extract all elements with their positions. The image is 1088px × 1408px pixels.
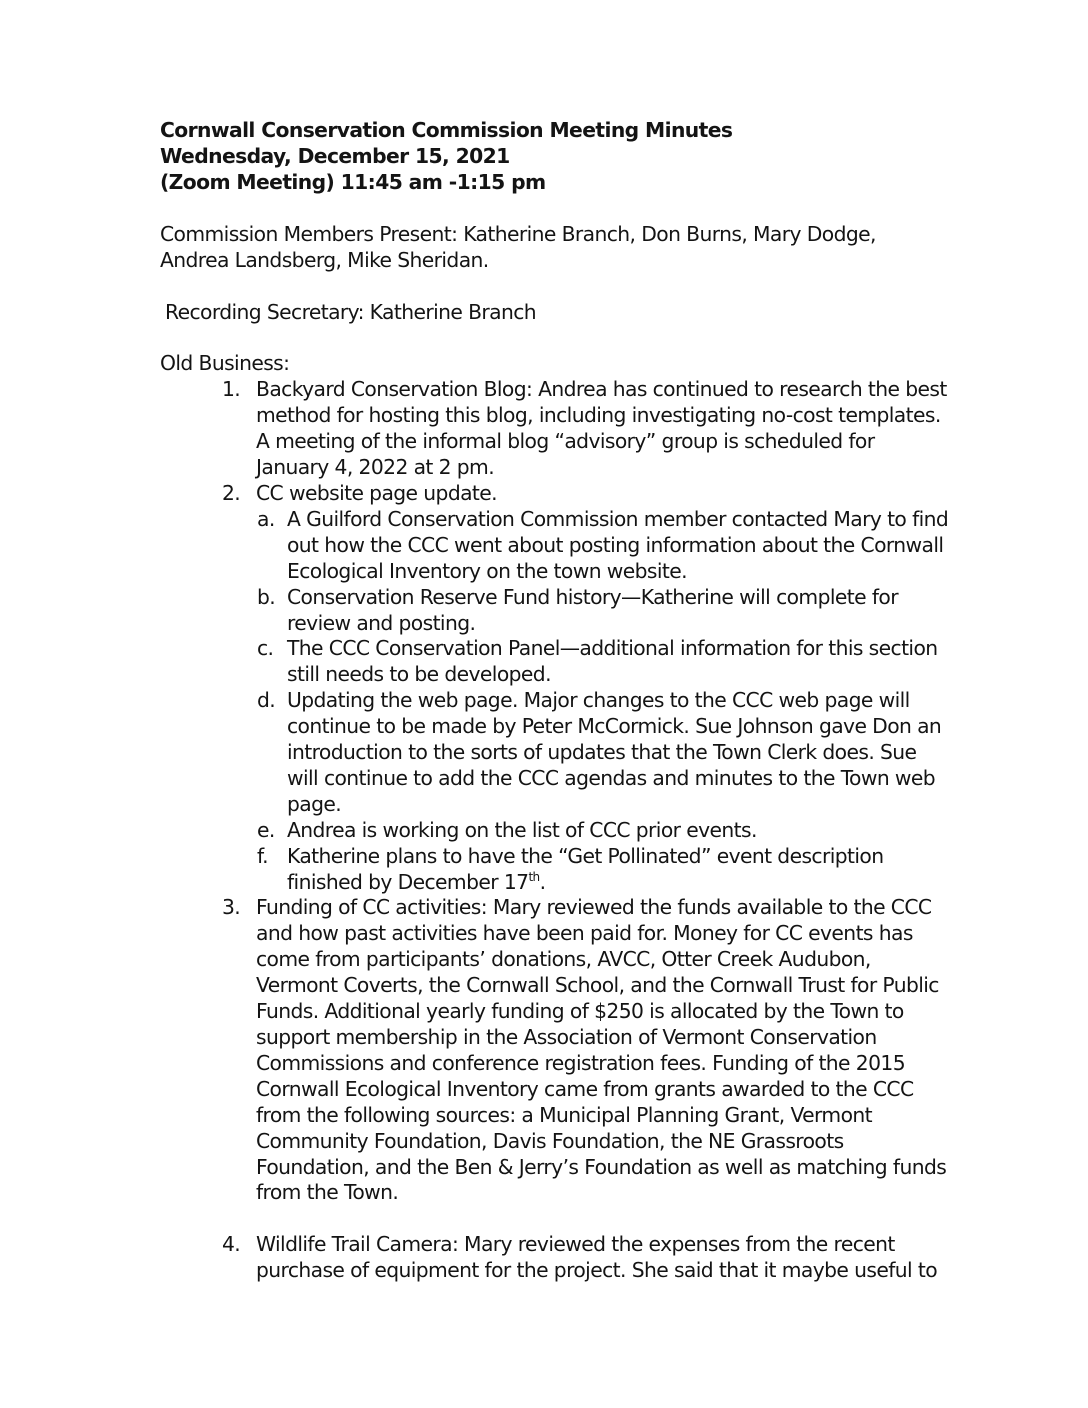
sub-letter: a. bbox=[257, 506, 275, 531]
sub-text: Andrea is working on the list of CCC prior events. bbox=[287, 817, 757, 842]
list-item bbox=[160, 481, 950, 896]
item-number: 4. bbox=[222, 1232, 241, 1257]
sub-letter: b. bbox=[257, 584, 276, 609]
sublist-item bbox=[256, 585, 950, 637]
website-sublist bbox=[256, 507, 950, 896]
sub-letter: f. bbox=[257, 843, 268, 868]
meeting-date: Wednesday, December 15, 2021 bbox=[160, 143, 510, 168]
item-number: 1. bbox=[222, 377, 241, 402]
item-text: Backyard Conservation Blog: Andrea has continued to research the best method for hosting this blog, including investigating no-cost templates. A meeting of the informal blog “advisory” group is scheduled for January 4, 2022 at 2 pm. bbox=[256, 377, 947, 480]
recording-secretary: Recording Secretary: Katherine Branch bbox=[165, 299, 537, 324]
list-item bbox=[160, 895, 950, 1206]
sub-letter: e. bbox=[257, 817, 275, 842]
item-number: 2. bbox=[222, 480, 241, 505]
sublist-item bbox=[256, 507, 950, 585]
sublist-item bbox=[256, 818, 950, 844]
spacer bbox=[160, 1206, 950, 1232]
sub-text: A Guilford Conservation Commission member contacted Mary to find out how the CCC went about posting information about the Cornwall Ecological Inventory on the town website. bbox=[287, 506, 949, 583]
sublist-item bbox=[256, 688, 950, 818]
document-page bbox=[160, 118, 950, 1284]
list-item bbox=[160, 1232, 950, 1284]
ordinal-suffix: th bbox=[528, 869, 540, 884]
sublist-item bbox=[256, 636, 950, 688]
sub-text: The CCC Conservation Panel—additional information for this section still needs to be developed. bbox=[287, 636, 938, 687]
members-present: Commission Members Present: Katherine Branch, Don Burns, Mary Dodge, Andrea Landsberg, Mike Sheridan. bbox=[160, 221, 876, 272]
meeting-time: (Zoom Meeting) 11:45 am -1:15 pm bbox=[160, 169, 546, 194]
item-text: Wildlife Trail Camera: Mary reviewed the expenses from the recent purchase of equipment for the project. She said that it maybe useful to bbox=[256, 1232, 938, 1283]
sub-text: Katherine plans to have the “Get Pollinated” event description finished by December 17 bbox=[287, 843, 884, 894]
sub-text: Updating the web page. Major changes to the CCC web page will continue to be made by Peter McCormick. Sue Johnson gave Don an introduction to the sorts of updates that the Town Clerk does. Sue will continue to add the CCC agendas and minutes to the Town web page. bbox=[287, 688, 942, 816]
old-business-list bbox=[160, 377, 950, 1284]
item-text: Funding of CC activities: Mary reviewed the funds available to the CCC and how past activities have been paid for. Money for CC events has come from participants’ donations, AVCC, Otter Creek Audubon, Vermont Coverts, the Cornwall School, and the Cornwall Trust for Public Funds. Additional yearly funding of $250 is allocated by the Town to support membership in the Association of Vermont Conservation Commissions and conference registration fees. Funding of the 2015 Cornwall Ecological Inventory came from grants awarded to the CCC from the following sources: a Municipal Planning Grant, Vermont Community Foundation, Davis Foundation, the NE Grassroots Foundation, and the Ben & Jerry’s Foundation as well as matching funds from the Town. bbox=[256, 895, 947, 1205]
item-text: CC website page update. bbox=[256, 480, 497, 505]
document-title: Cornwall Conservation Commission Meeting Minutes bbox=[160, 118, 733, 142]
old-business-heading: Old Business: bbox=[160, 351, 290, 376]
sub-letter: d. bbox=[257, 688, 276, 713]
list-item bbox=[160, 377, 950, 481]
sub-text: Conservation Reserve Fund history—Katherine will complete for review and posting. bbox=[287, 584, 898, 635]
sub-letter: c. bbox=[257, 636, 274, 661]
meeting-title-block bbox=[160, 118, 950, 196]
item-number: 3. bbox=[222, 895, 241, 920]
sublist-item bbox=[256, 844, 950, 896]
sub-text-suffix: . bbox=[539, 869, 546, 894]
